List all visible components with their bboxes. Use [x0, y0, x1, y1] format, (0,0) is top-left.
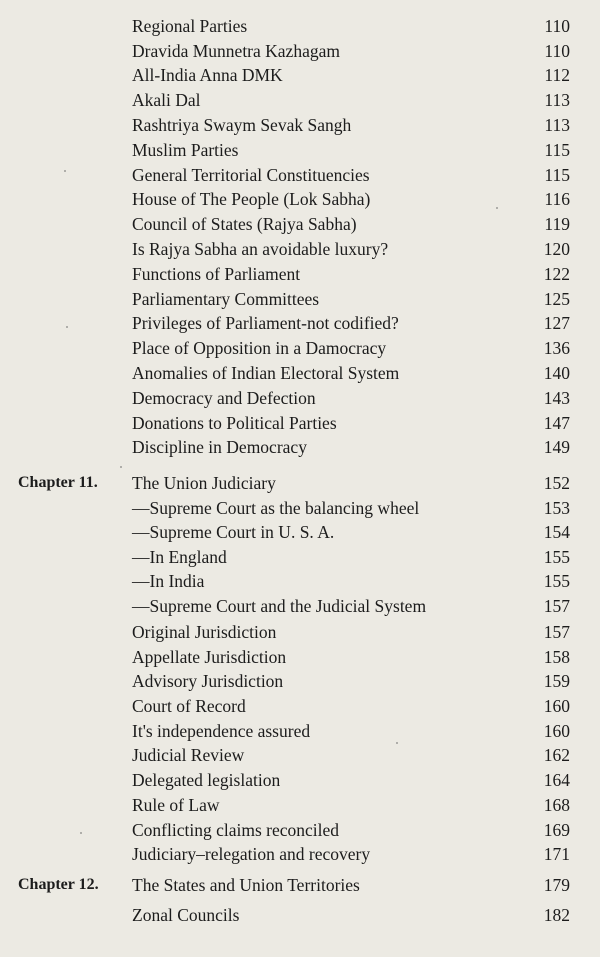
- entry-title: Council of States (Rajya Sabha): [132, 214, 357, 234]
- toc-entry: [0, 569, 600, 593]
- toc-entry: [0, 14, 600, 38]
- toc-entry: [0, 336, 600, 360]
- toc-entry: [0, 435, 600, 459]
- entry-page: 164: [543, 770, 570, 790]
- entry-page: 168: [543, 795, 570, 815]
- entry-title: —In England: [132, 547, 227, 567]
- entry-page: 115: [544, 165, 570, 185]
- entry-page: 143: [543, 388, 570, 408]
- toc-entry: [0, 645, 600, 669]
- entry-page: 157: [543, 622, 570, 642]
- entry-title: Place of Opposition in a Damocracy: [132, 338, 387, 358]
- entry-page: 149: [543, 437, 570, 457]
- paper-speck: [64, 170, 66, 172]
- entry-page: 162: [543, 745, 570, 765]
- entry-title: House of The People (Lok Sabha): [132, 189, 371, 209]
- entry-page: 157: [543, 596, 570, 616]
- entry-page: 160: [543, 721, 570, 741]
- entry-page: 115: [544, 140, 570, 160]
- toc-entry: [0, 768, 600, 792]
- paper-speck: [80, 832, 82, 834]
- chapter-label: Chapter 12.: [18, 876, 99, 893]
- toc-entry: [0, 873, 600, 897]
- entry-title: Rashtriya Swaym Sevak Sangh: [132, 115, 352, 135]
- entry-title: Akali Dal: [132, 90, 201, 110]
- chapter-label: Chapter 11.: [18, 474, 98, 491]
- entry-page: 112: [544, 65, 570, 85]
- entry-page: 136: [543, 338, 570, 358]
- entry-title: Discipline in Democracy: [132, 437, 307, 457]
- entry-title: Anomalies of Indian Electoral System: [132, 363, 400, 383]
- entry-page: 125: [543, 289, 570, 309]
- entry-page: 127: [543, 313, 570, 333]
- toc-entry: [0, 361, 600, 385]
- toc-entry: [0, 545, 600, 569]
- entry-page: 113: [544, 115, 570, 135]
- entry-page: 154: [543, 522, 570, 542]
- entry-title: Judicial Review: [132, 745, 245, 765]
- entry-page: 182: [543, 905, 570, 925]
- entry-page: 110: [544, 16, 570, 36]
- toc-entry: [0, 903, 600, 927]
- entry-title: Original Jurisdiction: [132, 622, 277, 642]
- entry-title: Zonal Councils: [132, 905, 240, 925]
- entry-page: 169: [543, 820, 570, 840]
- entry-page: 160: [543, 696, 570, 716]
- entry-page: 110: [544, 41, 570, 61]
- entry-title: All-India Anna DMK: [132, 65, 283, 85]
- entry-page: 158: [543, 647, 570, 667]
- entry-page: 113: [544, 90, 570, 110]
- entry-page: 120: [543, 239, 570, 259]
- entry-title: Democracy and Defection: [132, 388, 316, 408]
- toc-entry: [0, 669, 600, 693]
- entry-page: 159: [543, 671, 570, 691]
- entry-page: 153: [543, 498, 570, 518]
- entry-title: Regional Parties: [132, 16, 248, 36]
- entry-page: 155: [543, 547, 570, 567]
- entry-page: 140: [543, 363, 570, 383]
- toc-entry: [0, 386, 600, 410]
- toc-entry: [0, 163, 600, 187]
- toc-entry: [0, 237, 600, 261]
- toc-entry: [0, 287, 600, 311]
- toc-entry: [0, 743, 600, 767]
- entry-page: 119: [544, 214, 570, 234]
- entry-title: The Union Judiciary: [132, 473, 276, 493]
- entry-title: It's independence assured: [132, 721, 311, 741]
- toc-entry: [0, 471, 600, 495]
- entry-title: Court of Record: [132, 696, 246, 716]
- toc-entry: [0, 63, 600, 87]
- toc-entry: [0, 694, 600, 718]
- toc-entry: [0, 793, 600, 817]
- entry-page: 116: [544, 189, 570, 209]
- entry-title: Advisory Jurisdiction: [132, 671, 284, 691]
- toc-entry: [0, 138, 600, 162]
- toc-entry: [0, 520, 600, 544]
- toc-entry: [0, 212, 600, 236]
- entry-title: Judiciary–relegation and recovery: [132, 844, 371, 864]
- entry-title: Donations to Political Parties: [132, 413, 337, 433]
- paper-speck: [496, 207, 498, 209]
- entry-title: Appellate Jurisdiction: [132, 647, 287, 667]
- paper-speck: [66, 326, 68, 328]
- entry-title: —In India: [132, 571, 205, 591]
- toc-entry: [0, 411, 600, 435]
- toc-entry: [0, 620, 600, 644]
- entry-title: Delegated legislation: [132, 770, 281, 790]
- entry-title: Privileges of Parliament-not codified?: [132, 313, 399, 333]
- entry-title: General Territorial Constituencies: [132, 165, 370, 185]
- toc-entry: [0, 262, 600, 286]
- entry-title: Dravida Munnetra Kazhagam: [132, 41, 340, 61]
- entry-title: —Supreme Court in U. S. A.: [132, 522, 335, 542]
- entry-page: 155: [543, 571, 570, 591]
- entry-page: 179: [543, 875, 570, 895]
- entry-page: 147: [543, 413, 570, 433]
- toc-entry: [0, 719, 600, 743]
- entry-page: 171: [543, 844, 570, 864]
- entry-title: Functions of Parliament: [132, 264, 301, 284]
- toc-entry: [0, 842, 600, 866]
- paper-speck: [120, 466, 122, 468]
- entry-page: 152: [543, 473, 570, 493]
- entry-title: Rule of Law: [132, 795, 220, 815]
- entry-page: 122: [543, 264, 570, 284]
- toc-entry: [0, 818, 600, 842]
- toc-entry: [0, 594, 600, 618]
- toc-entry: [0, 113, 600, 137]
- entry-title: Conflicting claims reconciled: [132, 820, 340, 840]
- entry-title: The States and Union Territories: [132, 875, 360, 895]
- entry-title: —Supreme Court as the balancing wheel: [132, 498, 420, 518]
- entry-title: Muslim Parties: [132, 140, 239, 160]
- entry-title: Is Rajya Sabha an avoidable luxury?: [132, 239, 389, 259]
- entry-title: Parliamentary Committees: [132, 289, 320, 309]
- entry-title: —Supreme Court and the Judicial System: [132, 596, 427, 616]
- paper-speck: [396, 742, 398, 744]
- toc-entry: [0, 311, 600, 335]
- toc-entry: [0, 88, 600, 112]
- toc-entry: [0, 39, 600, 63]
- toc-entry: [0, 496, 600, 520]
- toc-entry: [0, 187, 600, 211]
